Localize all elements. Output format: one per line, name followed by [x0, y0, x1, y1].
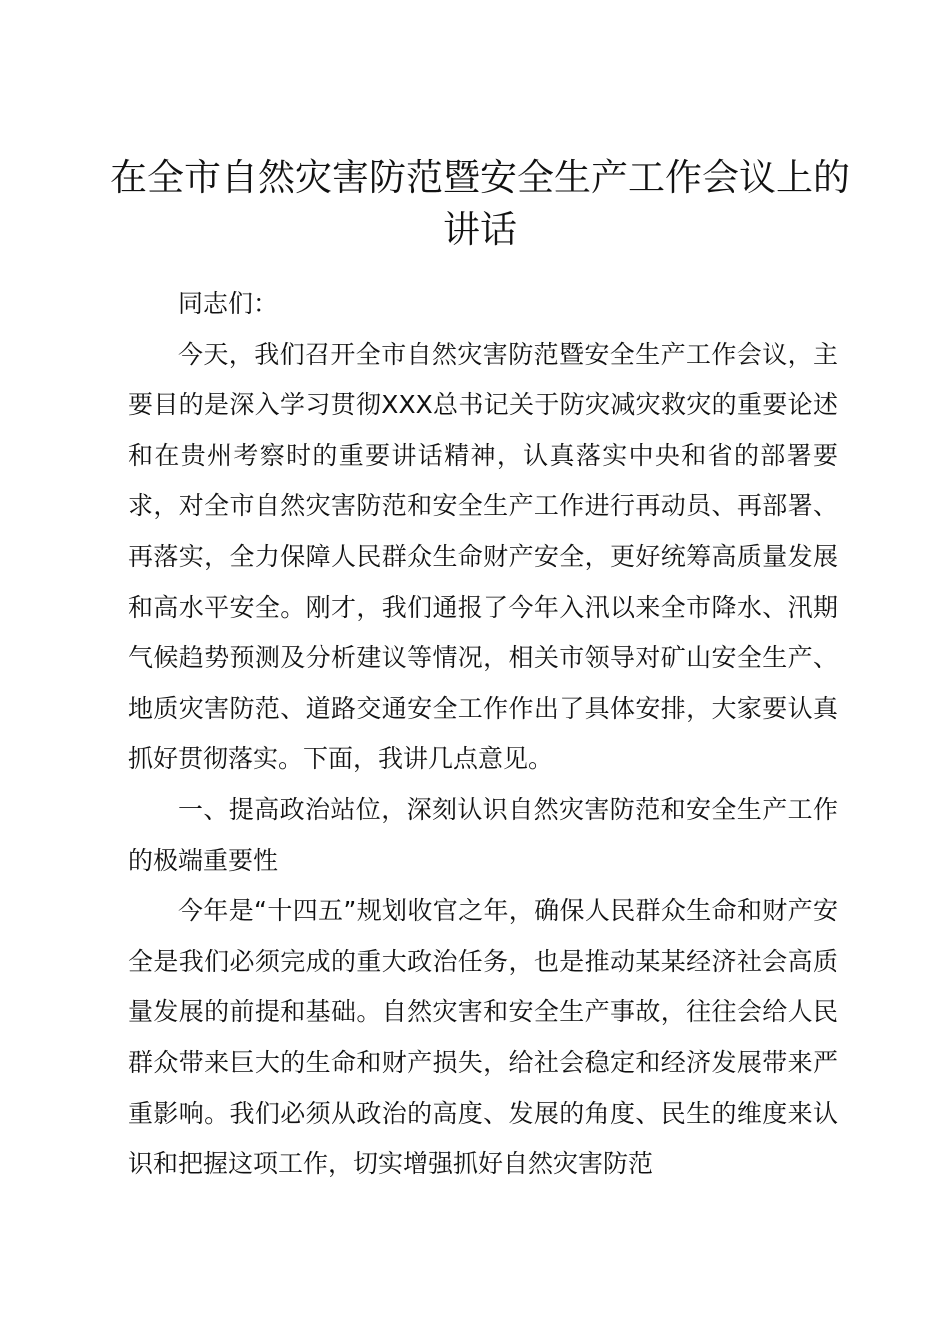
document-body [128, 279, 838, 1190]
section-heading-1: 一、提高政治站位，深刻认识自然灾害防范和安全生产工作的极端重要性 [128, 794, 838, 875]
document-title [110, 152, 850, 256]
paragraph-opening: 今天，我们召开全市自然灾害防范暨安全生产工作会议，主要目的是深入学习贯彻XXX总书记关于防灾减灾救灾的重要论述和在贵州考察时的重要讲话精神，认真落实中央和省的部署要求，对全市自然灾害防范和安全生产工作进行再动员、再部署、再落实，全力保障人民群众生命财产安全，更好统筹高质量发展和高水平安全。刚才，我们通报了今年入汛以来全市降水、汛期气候趋势预测及分析建议等情况，相关市领导对矿山安全生产、地质灾害防范、道路交通安全工作作出了具体安排，大家要认真抓好贯彻落实。下面，我讲几点意见。 [128, 339, 838, 774]
title-line-2: 讲话 [443, 208, 517, 251]
paragraph-section-1: 今年是“十四五”规划收官之年，确保人民群众生命和财产安全是我们必须完成的重大政治任务，也是推动某某经济社会高质量发展的前提和基础。自然灾害和安全生产事故，往往会给人民群众带来巨大的生命和财产损失，给社会稳定和经济发展带来严重影响。我们必须从政治的高度、发展的角度、民生的维度来认识和把握这项工作，切实增强抓好自然灾害防范 [128, 896, 838, 1179]
title-line-1: 在全市自然灾害防范暨安全生产工作会议上的 [110, 156, 850, 199]
salutation: 同志们： [178, 289, 279, 318]
